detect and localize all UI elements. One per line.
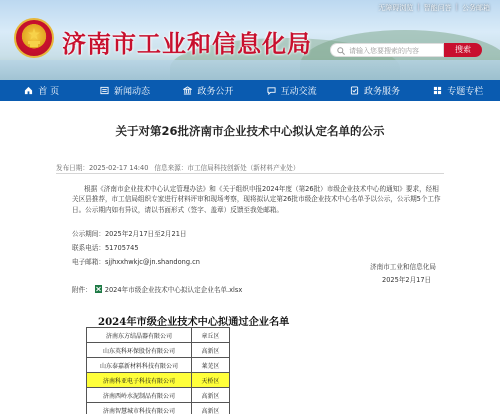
signature-org: 济南市工业和信息化局	[370, 263, 436, 271]
publish-date: 发布日期：2025-02-17 14:40	[56, 164, 149, 172]
header-banner	[0, 0, 500, 80]
attachment-link[interactable]: 2024年市级企业技术中心拟认定企业名单.xlsx	[104, 286, 243, 294]
district-cell: 章丘区	[192, 328, 230, 343]
company-name-cell: 济南科亚电子科技有限公司	[87, 373, 192, 388]
company-name-cell: 山东泰嘉新材料科技有限公司	[87, 358, 192, 373]
article-title: 关于对第26批济南市企业技术中心拟认定名单的公示	[115, 124, 385, 138]
home-icon	[24, 86, 33, 95]
signature-date: 2025年2月17日	[382, 276, 432, 284]
service-icon	[350, 86, 359, 95]
nav-item-topics[interactable]	[417, 80, 500, 101]
notice-period: 公示期间：2025年2月17日至2月21日	[72, 230, 187, 238]
nav-item-service[interactable]	[333, 80, 416, 101]
smart-qa-link[interactable]: 智能问答	[423, 4, 452, 12]
nav-label: 政务公开	[197, 87, 234, 97]
nav-item-gov-open[interactable]	[167, 80, 250, 101]
article-paragraph: 根据《济南市企业技术中心认定管理办法》和《关于组织申报2024年度（第26批）市级企业技术中心的通知》要求，经相关区县推荐，市工信局组织专家进行材料评审和现场考察，现将拟认定第26批市级企业技术中心名单予以公示，公示期5个工作日。公示期内如有异议，请以书面形式（签字、盖章）反馈至我处邮箱。	[72, 185, 441, 214]
nav-label: 首 页	[38, 87, 60, 97]
attachment	[72, 284, 242, 294]
table-row	[87, 373, 230, 388]
company-name-cell: 济南东方结晶器有限公司	[87, 328, 192, 343]
article-meta	[56, 162, 299, 172]
banner-lake	[0, 60, 500, 80]
official-mail-link[interactable]: 公务邮箱	[462, 4, 490, 12]
district-cell: 高新区	[192, 403, 230, 414]
district-cell: 莱芜区	[192, 358, 230, 373]
table-row	[87, 358, 230, 373]
table-row	[87, 343, 230, 358]
topic-icon	[433, 86, 442, 95]
nav-item-home[interactable]	[0, 80, 83, 101]
district-cell: 天桥区	[192, 373, 230, 388]
link-separator: |	[417, 3, 420, 11]
article-body	[72, 184, 442, 215]
table-row	[87, 388, 230, 403]
link-separator: |	[455, 3, 458, 11]
table-row	[87, 328, 230, 343]
top-links	[378, 3, 490, 13]
national-emblem-icon	[14, 18, 54, 58]
table-title: 2024年市级企业技术中心拟通过企业名单	[98, 316, 290, 328]
divider	[56, 173, 444, 174]
contact-email: 电子邮箱：sjjhxxhwkjc@jn.shandong.cn	[72, 258, 200, 266]
attachment-label: 附件：	[72, 286, 92, 294]
info-source: 信息来源：市工信局科技创新处（新材料产业处）	[154, 164, 300, 172]
company-table	[86, 327, 230, 414]
nav-label: 互动交流	[280, 87, 317, 97]
company-name-cell: 济南智慧城市科技有限公司	[87, 403, 192, 414]
nav-label: 政务服务	[363, 87, 400, 97]
nav-label: 新闻动态	[113, 87, 150, 97]
open-gov-icon	[183, 86, 192, 95]
contact-phone: 联系电话：51705745	[72, 244, 139, 252]
main-nav	[0, 80, 500, 101]
district-cell: 高新区	[192, 343, 230, 358]
search-placeholder: 请输入您要搜索的内容	[349, 47, 419, 55]
site-title[interactable]: 济南市工业和信息化局	[62, 30, 312, 58]
accessibility-link[interactable]: 无障碍浏览	[378, 4, 414, 12]
news-icon	[100, 86, 109, 95]
excel-file-icon	[95, 285, 102, 293]
search-input[interactable]	[330, 43, 444, 57]
table-row	[87, 403, 230, 414]
search-button[interactable]: 搜索	[444, 43, 482, 57]
district-cell: 高新区	[192, 388, 230, 403]
chat-icon	[267, 86, 276, 95]
nav-item-interaction[interactable]	[250, 80, 333, 101]
company-name-cell: 济南西岭水泥制品有限公司	[87, 388, 192, 403]
nav-item-news[interactable]	[83, 80, 166, 101]
company-name-cell: 山东英科环保股份有限公司	[87, 343, 192, 358]
nav-label: 专题专栏	[447, 87, 484, 97]
search-icon	[337, 47, 345, 55]
